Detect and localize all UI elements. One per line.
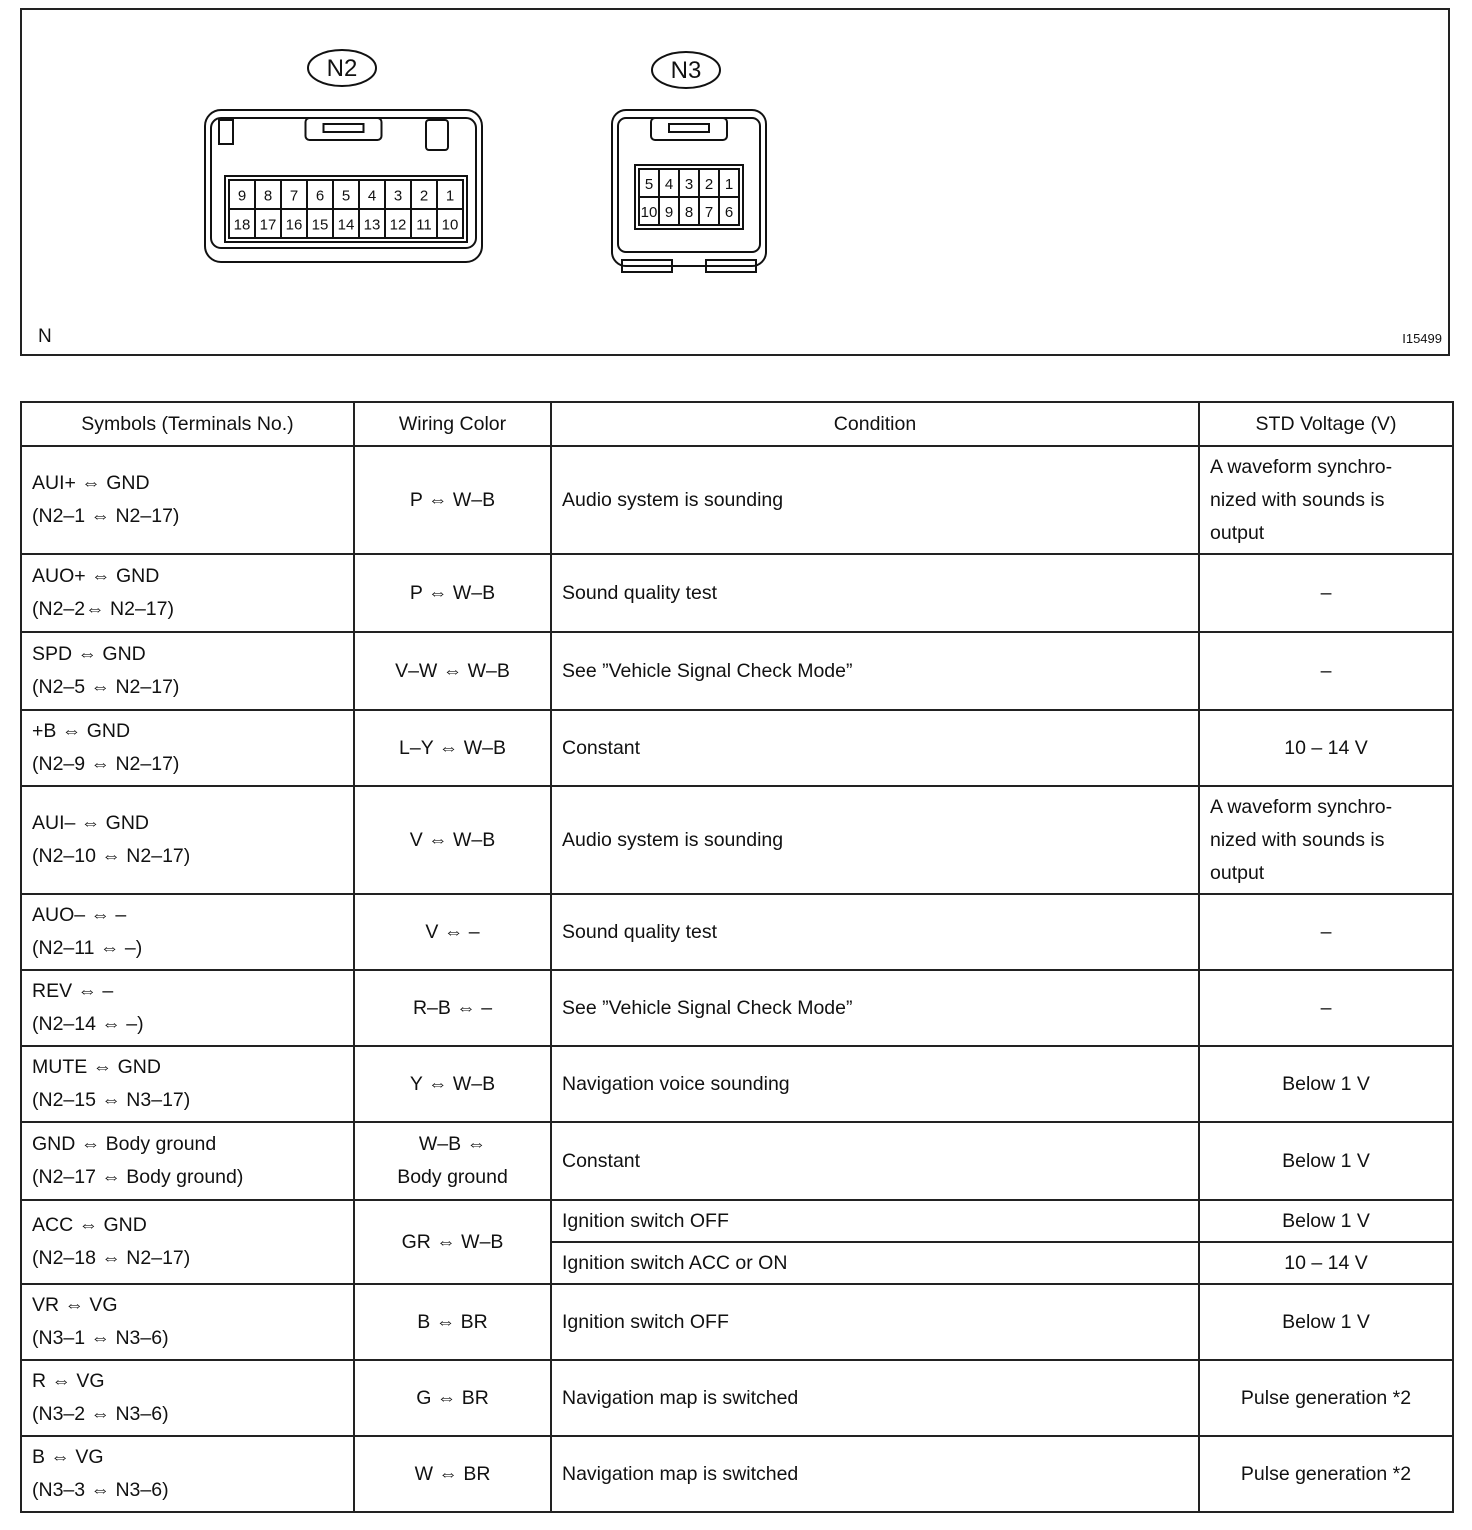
voltage-line: output (1210, 521, 1265, 544)
cell-symbols (21, 894, 354, 970)
connector-latch-slot (324, 124, 364, 132)
cell-std-voltage (1199, 894, 1453, 970)
pin-number: 17 (259, 216, 277, 234)
table-row (21, 1360, 1453, 1436)
pin-number: 8 (684, 204, 694, 221)
cell-std-voltage (1199, 1046, 1453, 1122)
table-row (21, 1436, 1453, 1512)
symbol-line: (N2–11 ⇔ –) (32, 937, 143, 959)
cell-symbols (21, 970, 354, 1046)
voltage-line: output (1210, 861, 1265, 884)
cell-condition: Navigation map is switched (551, 1436, 1199, 1512)
symbol-line: AUO+ ⇔ GND (32, 565, 160, 587)
pin-number: 14 (337, 216, 355, 234)
pin-number: 6 (724, 204, 734, 221)
cell-condition: Ignition switch OFF (551, 1284, 1199, 1360)
wiring-line: P ⇔ W–B (409, 488, 496, 511)
voltage-line: – (1320, 659, 1332, 682)
cell-condition: Navigation voice sounding (551, 1046, 1199, 1122)
cell-condition: Ignition switch ACC or ON (551, 1242, 1199, 1284)
wiring-line: P ⇔ W–B (409, 581, 496, 604)
cell-wiring-color (354, 1200, 551, 1284)
pin-number: 7 (289, 187, 299, 205)
symbol-line: AUO– ⇔ – (32, 904, 127, 926)
connector-label: N2 (326, 55, 358, 82)
pin-number: 3 (393, 187, 403, 205)
symbol-line: ACC ⇔ GND (32, 1214, 147, 1236)
table-header-row (21, 402, 1453, 446)
cell-symbols (21, 1200, 354, 1284)
voltage-line: 10 – 14 V (1284, 1251, 1368, 1274)
header-symbols: Symbols (Terminals No.) (21, 402, 354, 446)
voltage-line: Below 1 V (1282, 1209, 1370, 1232)
cell-wiring-color (354, 970, 551, 1046)
cell-symbols (21, 632, 354, 710)
table-row (21, 1200, 1453, 1242)
table-row (21, 446, 1453, 554)
voltage-line: Below 1 V (1282, 1310, 1370, 1333)
wiring-line: R–B ⇔ – (412, 996, 493, 1019)
pin-number: 4 (664, 176, 674, 193)
connector-latch (306, 118, 382, 140)
cell-condition: Constant (551, 710, 1199, 786)
symbol-line: VR ⇔ VG (32, 1294, 118, 1316)
connector-guide (219, 120, 233, 144)
diagram-code: I15499 (1402, 331, 1442, 346)
symbol-line: (N2–15 ⇔ N3–17) (32, 1089, 191, 1111)
terminal-spec-table (20, 401, 1454, 1513)
voltage-line: A waveform synchro- (1210, 795, 1393, 818)
symbol-line: (N2–10 ⇔ N2–17) (32, 845, 191, 867)
pin-number: 8 (263, 187, 273, 205)
symbol-line: (N2–18 ⇔ N2–17) (32, 1247, 191, 1269)
voltage-line: – (1320, 581, 1332, 604)
wiring-line: G ⇔ BR (416, 1386, 489, 1409)
cell-symbols (21, 554, 354, 632)
connector-diagram (20, 8, 1450, 356)
connector-drawing (22, 10, 1448, 354)
voltage-line: nized with sounds is (1210, 488, 1385, 511)
cell-std-voltage (1199, 786, 1453, 894)
symbol-line: (N2–2⇔ N2–17) (32, 598, 174, 620)
pin-number: 1 (724, 176, 734, 193)
cell-std-voltage (1199, 1200, 1453, 1242)
symbol-line: R ⇔ VG (32, 1370, 105, 1392)
table-row (21, 894, 1453, 970)
symbol-line: (N2–17 ⇔ Body ground) (32, 1166, 244, 1188)
pin-number: 9 (664, 204, 674, 221)
symbol-line: SPD ⇔ GND (32, 643, 146, 665)
pin-number: 9 (237, 187, 247, 205)
connector-latch-slot (669, 124, 709, 132)
cell-condition: Sound quality test (551, 894, 1199, 970)
pin-number: 11 (416, 216, 432, 234)
cell-wiring-color (354, 1360, 551, 1436)
symbol-line: MUTE ⇔ GND (32, 1056, 161, 1078)
cell-condition: Audio system is sounding (551, 786, 1199, 894)
symbol-line: (N3–1 ⇔ N3–6) (32, 1327, 169, 1349)
header-std-voltage: STD Voltage (V) (1199, 402, 1453, 446)
cell-std-voltage (1199, 1436, 1453, 1512)
cell-std-voltage (1199, 1284, 1453, 1360)
symbol-line: (N2–9 ⇔ N2–17) (32, 753, 180, 775)
cell-condition: Sound quality test (551, 554, 1199, 632)
symbol-line: (N2–1 ⇔ N2–17) (32, 505, 180, 527)
cell-wiring-color (354, 1046, 551, 1122)
pin-number: 10 (640, 204, 658, 221)
header-condition: Condition (551, 402, 1199, 446)
symbol-line: GND ⇔ Body ground (32, 1133, 217, 1155)
voltage-line: Pulse generation *2 (1240, 1462, 1412, 1485)
cell-symbols (21, 786, 354, 894)
table-row (21, 1284, 1453, 1360)
cell-std-voltage (1199, 710, 1453, 786)
cell-wiring-color (354, 446, 551, 554)
connector-key (426, 120, 448, 150)
voltage-line: Pulse generation *2 (1240, 1386, 1412, 1409)
cell-std-voltage (1199, 554, 1453, 632)
pin-number: 15 (311, 216, 329, 234)
cell-wiring-color (354, 894, 551, 970)
symbol-line: (N2–5 ⇔ N2–17) (32, 676, 180, 698)
voltage-line: Below 1 V (1282, 1149, 1370, 1172)
symbol-line: B ⇔ VG (32, 1446, 104, 1468)
cell-symbols (21, 1284, 354, 1360)
wiring-line: W–B ⇔ (418, 1133, 487, 1155)
cell-condition: Ignition switch OFF (551, 1200, 1199, 1242)
cell-std-voltage (1199, 632, 1453, 710)
diagram-corner-label: N (38, 326, 52, 347)
symbol-line: REV ⇔ – (32, 980, 114, 1002)
cell-wiring-color (354, 786, 551, 894)
pin-number: 1 (445, 187, 455, 205)
symbol-line: (N3–3 ⇔ N3–6) (32, 1479, 169, 1501)
cell-wiring-color (354, 710, 551, 786)
cell-std-voltage (1199, 446, 1453, 554)
table-row (21, 1046, 1453, 1122)
table-row (21, 1122, 1453, 1200)
wiring-line: V ⇔ W–B (409, 828, 496, 851)
wiring-line: Body ground (397, 1166, 508, 1188)
table-row (21, 554, 1453, 632)
table-row (21, 710, 1453, 786)
cell-wiring-color (354, 1436, 551, 1512)
pin-number: 6 (315, 187, 325, 205)
cell-std-voltage (1199, 1242, 1453, 1284)
symbol-line: AUI+ ⇔ GND (32, 472, 150, 494)
symbol-line: (N3–2 ⇔ N3–6) (32, 1403, 169, 1425)
voltage-line: 10 – 14 V (1284, 736, 1368, 759)
table-row (21, 786, 1453, 894)
pin-number: 2 (704, 176, 714, 193)
wiring-line: W ⇔ BR (414, 1462, 491, 1485)
wiring-line: V–W ⇔ W–B (395, 659, 510, 682)
wiring-line: B ⇔ BR (417, 1310, 488, 1333)
pin-number: 7 (704, 204, 714, 221)
cell-wiring-color (354, 1284, 551, 1360)
pin-number: 5 (644, 176, 654, 193)
pin-number: 13 (363, 216, 381, 234)
cell-std-voltage (1199, 1122, 1453, 1200)
symbol-line: (N2–14 ⇔ –) (32, 1013, 144, 1035)
voltage-line: – (1320, 996, 1332, 1019)
wiring-line: GR ⇔ W–B (401, 1230, 504, 1253)
voltage-line: Below 1 V (1282, 1072, 1370, 1095)
wiring-line: Y ⇔ W–B (409, 1072, 496, 1095)
cell-condition: Navigation map is switched (551, 1360, 1199, 1436)
table-row (21, 632, 1453, 710)
connector-latch (651, 118, 727, 140)
cell-wiring-color (354, 1122, 551, 1200)
header-wiring-color: Wiring Color (354, 402, 551, 446)
pin-number: 4 (367, 187, 377, 205)
cell-symbols (21, 1046, 354, 1122)
pin-number: 10 (441, 216, 459, 234)
voltage-line: A waveform synchro- (1210, 455, 1393, 478)
pin-number: 5 (341, 187, 351, 205)
voltage-line: – (1320, 920, 1332, 943)
cell-wiring-color (354, 632, 551, 710)
wiring-line: L–Y ⇔ W–B (399, 736, 506, 759)
cell-wiring-color (354, 554, 551, 632)
cell-condition: Audio system is sounding (551, 446, 1199, 554)
symbol-line: +B ⇔ GND (32, 720, 131, 742)
cell-symbols (21, 1360, 354, 1436)
cell-std-voltage (1199, 970, 1453, 1046)
cell-symbols (21, 1122, 354, 1200)
cell-condition: Constant (551, 1122, 1199, 1200)
cell-std-voltage (1199, 1360, 1453, 1436)
pin-number: 18 (233, 216, 251, 234)
pin-number: 12 (389, 216, 407, 234)
cell-symbols (21, 446, 354, 554)
pin-number: 16 (285, 216, 303, 234)
symbol-line: AUI– ⇔ GND (32, 812, 150, 834)
table-row (21, 970, 1453, 1046)
connector-label: N3 (670, 57, 702, 84)
pin-number: 2 (419, 187, 429, 205)
voltage-line: nized with sounds is (1210, 828, 1385, 851)
pin-number: 3 (684, 176, 694, 193)
cell-symbols (21, 1436, 354, 1512)
cell-condition: See ”Vehicle Signal Check Mode” (551, 970, 1199, 1046)
cell-symbols (21, 710, 354, 786)
wiring-line: V ⇔ – (425, 920, 480, 943)
cell-condition: See ”Vehicle Signal Check Mode” (551, 632, 1199, 710)
